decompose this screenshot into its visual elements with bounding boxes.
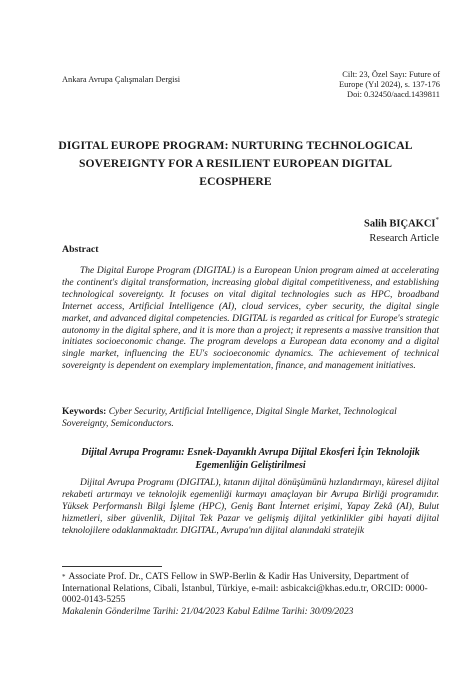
citation-info [330, 70, 440, 100]
footnote-text: Associate Prof. Dr., CATS Fellow in SWP-Berlin & Kadir Has University, Department of International Relations, Cibali, İstanbul, Türkiye, e-mail: asbicakci@khas.edu.tr, ORCID: 0000-0002-0143-5255 [62, 572, 428, 605]
abstract-text: The Digital Europe Program (DIGITAL) is a European Union program aimed at accelerating the continent's digital transformation, increasing global digital competitiveness, and establishing technological sovereignty. It focuses on vital digital technologies such as HPC, broadband Internet access, Artificial Intelligence (AI), cloud services, cyber security, the digital single market, and advanced digital competencies. DIGITAL is regarded as critical for Europe's strategic autonomy in the digital sphere, and it is more than a project; it represents a massive transition that initiates socioeconomic change. The program develops a European data economy and a digital single market, influencing the EU's socioeconomic dynamics. The achievement of technical sovereignty is dependent on exemplary implementation, finance, and management initiatives. [62, 266, 439, 372]
journal-name: Ankara Avrupa Çalışmaları Dergisi [62, 75, 181, 84]
keywords [62, 406, 439, 430]
turkish-abstract-text: Dijital Avrupa Programı (DIGITAL), kıtanın dijital dönüşümünü hızlandırmayı, küresel dijital rekabeti artırmayı ve teknolojik egemenliği kurmayı amaçlayan bir Avrupa Birliği programıdır. Yüksek Performanslı Bilgi İşleme (HPC), Geniş Bant İnternet erişimi, Yapay Zekâ (AI), Bulut hizmetleri, siber güvenlik, Dijital Tek Pazar ve gelişmiş dijital yetkinlikler gibi hayati dijital teknolojilere odaklanmaktadır. DIGITAL, Avrupa'nın dijital alanındaki stratejik [62, 478, 439, 536]
article-type: Research Article [369, 232, 439, 244]
author-name: Salih BIÇAKCI [364, 218, 436, 230]
footnote [62, 572, 439, 618]
turkish-title: Dijital Avrupa Programı: Esnek-Dayanıklı Avrupa Dijital Ekosferi İçin Teknolojik Egemenliğin Geliştirilmesi [81, 447, 420, 471]
citation-line: Europe (Yıl 2024), s. 137-176 [339, 80, 440, 89]
article-title: DIGITAL EUROPE PROGRAM: NURTURING TECHNOLOGICAL SOVEREIGNTY FOR A RESILIENT EUROPEAN DIGITAL ECOSPHERE [58, 139, 413, 188]
submission-dates: Makalenin Gönderilme Tarihi: 21/04/2023 Kabul Edilme Tarihi: 30/09/2023 [62, 606, 354, 617]
keywords-text: Cyber Security, Artificial Intelligence, Digital Single Market, Technological Sovereignty, Semiconductors. [62, 407, 397, 429]
footnote-divider [62, 566, 162, 567]
doi-line: Doi: 0.32450/aacd.1439811 [347, 90, 440, 99]
abstract-heading: Abstract [62, 244, 99, 255]
author-block [364, 213, 439, 246]
keywords-label: Keywords: [62, 407, 107, 417]
author-footnote-marker: * [435, 216, 439, 224]
footnote-marker: * [62, 573, 66, 581]
citation-line: Cilt: 23, Özel Sayı: Future of [342, 70, 440, 79]
